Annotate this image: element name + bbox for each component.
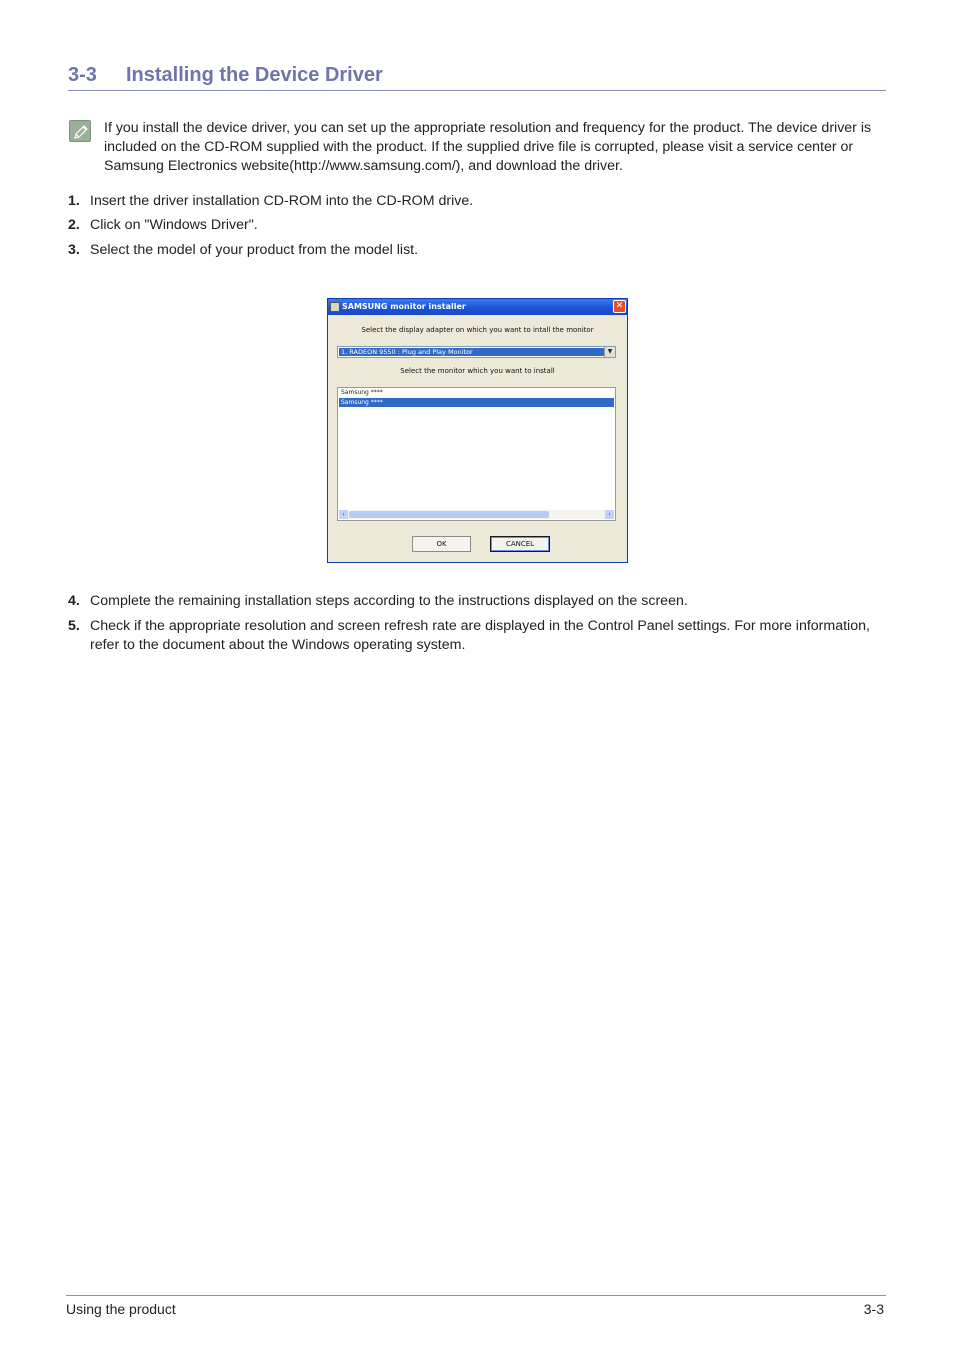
scrollbar-thumb[interactable] [349, 511, 549, 518]
footer-divider [66, 1295, 886, 1296]
list-item[interactable]: Samsung **** [341, 389, 383, 396]
step-number: 2. [68, 217, 80, 233]
step-number: 5. [68, 618, 80, 634]
list-item-selected[interactable]: Samsung **** [339, 398, 614, 407]
ok-button[interactable]: OK [412, 536, 471, 552]
monitor-list[interactable] [337, 387, 616, 521]
dialog-title: SAMSUNG monitor installer [342, 302, 466, 311]
pencil-note-icon [69, 120, 91, 142]
page-number: 3-3 [863, 1301, 884, 1317]
adapter-prompt: Select the display adapter on which you want to intall the monitor [361, 326, 594, 334]
step-4 [68, 592, 886, 611]
horizontal-scrollbar[interactable] [339, 510, 614, 519]
installer-dialog-screenshot [327, 298, 628, 563]
step-number: 4. [68, 593, 80, 609]
chevron-down-icon[interactable]: ▼ [604, 347, 615, 357]
step-number: 1. [68, 193, 80, 209]
monitor-prompt: Select the monitor which you want to install [400, 367, 555, 375]
scroll-left-icon[interactable]: ‹ [339, 510, 348, 519]
app-icon [330, 302, 340, 312]
step-2 [68, 216, 886, 235]
step-5 [68, 617, 886, 655]
step-text: Complete the remaining installation steps according to the instructions displayed on the screen. [90, 593, 688, 609]
step-number: 3. [68, 242, 80, 258]
close-icon[interactable]: ✕ [613, 300, 626, 313]
dialog-title-bar [328, 299, 627, 315]
scroll-right-icon[interactable]: › [605, 510, 614, 519]
step-text: Click on "Windows Driver". [90, 217, 258, 233]
step-text: Select the model of your product from the model list. [90, 242, 419, 258]
adapter-select[interactable] [337, 346, 616, 358]
section-title: Installing the Device Driver [126, 64, 383, 86]
note-text: If you install the device driver, you can set up the appropriate resolution and frequency for the product. The device driver is included on the CD-ROM supplied with the product. If the supplied drive file is corrupted, please visit a service center or Samsung Electronics website(http://www.samsung.com/), and download the driver. [104, 120, 872, 174]
step-text: Insert the driver installation CD-ROM into the CD-ROM drive. [90, 193, 474, 209]
cancel-button[interactable]: CANCEL [490, 536, 550, 552]
section-heading [68, 62, 886, 91]
footer-section-name: Using the product [66, 1301, 176, 1317]
step-text: Check if the appropriate resolution and screen refresh rate are displayed in the Control Panel settings. For more information, refer to the document about the Windows operating system. [90, 618, 870, 653]
step-1 [68, 192, 886, 211]
adapter-select-value: 1. RADEON 9550 : Plug and Play Monitor [339, 348, 604, 356]
section-number: 3-3 [68, 64, 97, 86]
step-3 [68, 241, 886, 260]
